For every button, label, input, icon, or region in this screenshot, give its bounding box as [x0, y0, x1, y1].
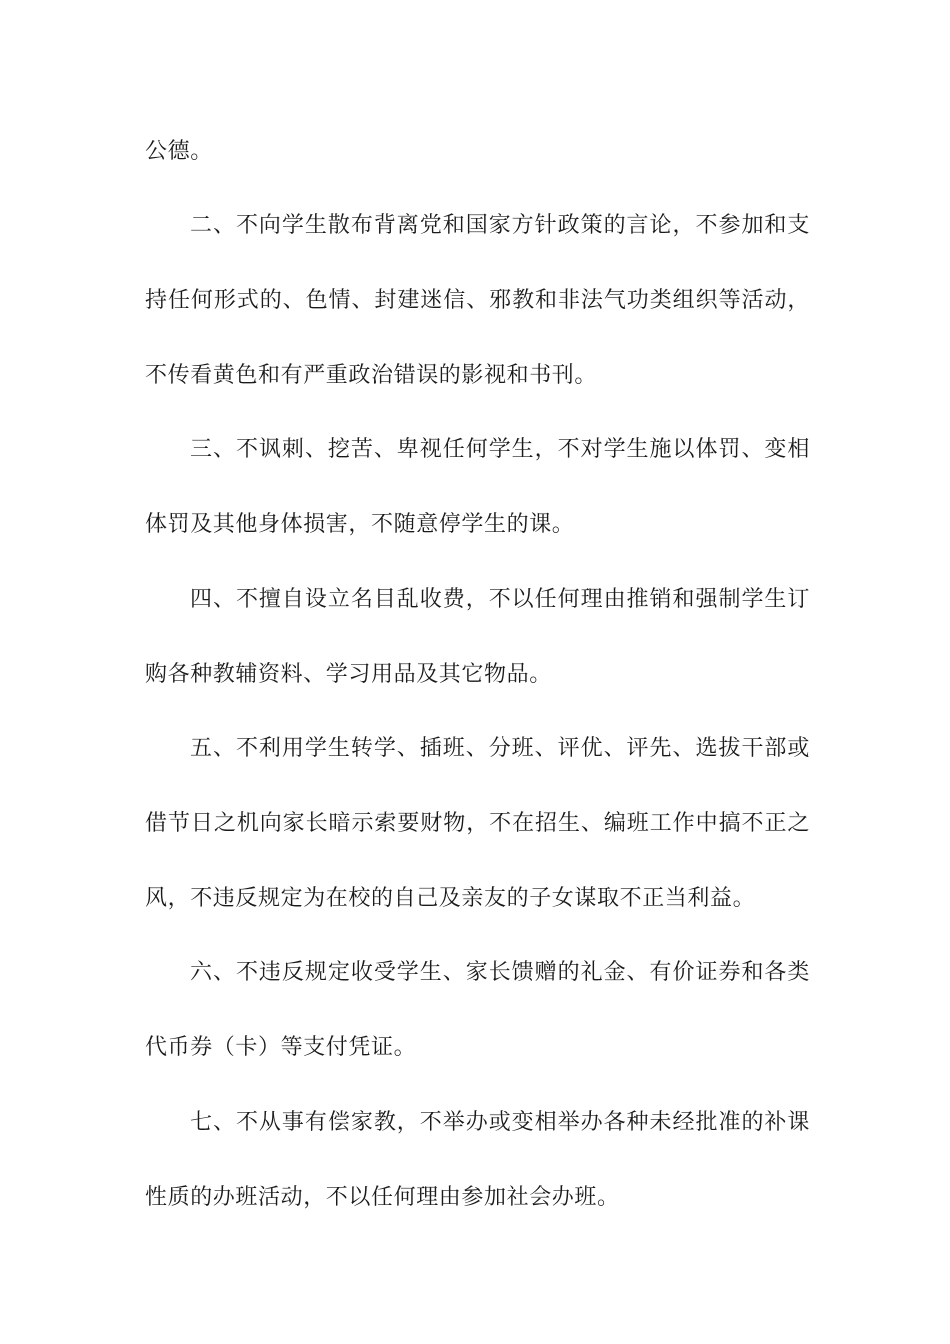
paragraph-2-line-1: 二、不向学生散布背离党和国家方针政策的言论，不参加和支 — [190, 213, 810, 238]
paragraph-2-line-2: 持任何形式的、色情、封建迷信、邪教和非法气功类组织等活动， — [145, 288, 810, 313]
paragraph-7-line-1: 七、不从事有偿家教，不举办或变相举办各种未经批准的补课 — [190, 1110, 810, 1135]
paragraph-4-line-2: 购各种教辅资料、学习用品及其它物品。 — [145, 662, 552, 687]
paragraph-6-line-2: 代币券（卡）等支付凭证。 — [145, 1035, 417, 1060]
paragraph-7-line-2: 性质的办班活动，不以任何理由参加社会办班。 — [145, 1185, 620, 1210]
paragraph-3-line-1: 三、不讽刺、挖苦、卑视任何学生，不对学生施以体罚、变相 — [190, 437, 810, 462]
paragraph-5-line-3: 风，不违反规定为在校的自己及亲友的子女谋取不正当利益。 — [145, 886, 756, 911]
paragraph-4-line-1: 四、不擅自设立名目乱收费，不以任何理由推销和强制学生订 — [190, 587, 810, 612]
paragraph-2-line-3: 不传看黄色和有严重政治错误的影视和书刊。 — [145, 363, 598, 388]
text-line: 公德。 — [145, 139, 213, 164]
paragraph-5-line-2: 借节日之机向家长暗示索要财物，不在招生、编班工作中搞不正之 — [145, 811, 810, 836]
paragraph-6-line-1: 六、不违反规定收受学生、家长馈赠的礼金、有价证券和各类 — [190, 960, 810, 985]
paragraph-5-line-1: 五、不利用学生转学、插班、分班、评优、评先、选拔干部或 — [190, 736, 810, 761]
paragraph-3-line-2: 体罚及其他身体损害，不随意停学生的课。 — [145, 512, 575, 537]
